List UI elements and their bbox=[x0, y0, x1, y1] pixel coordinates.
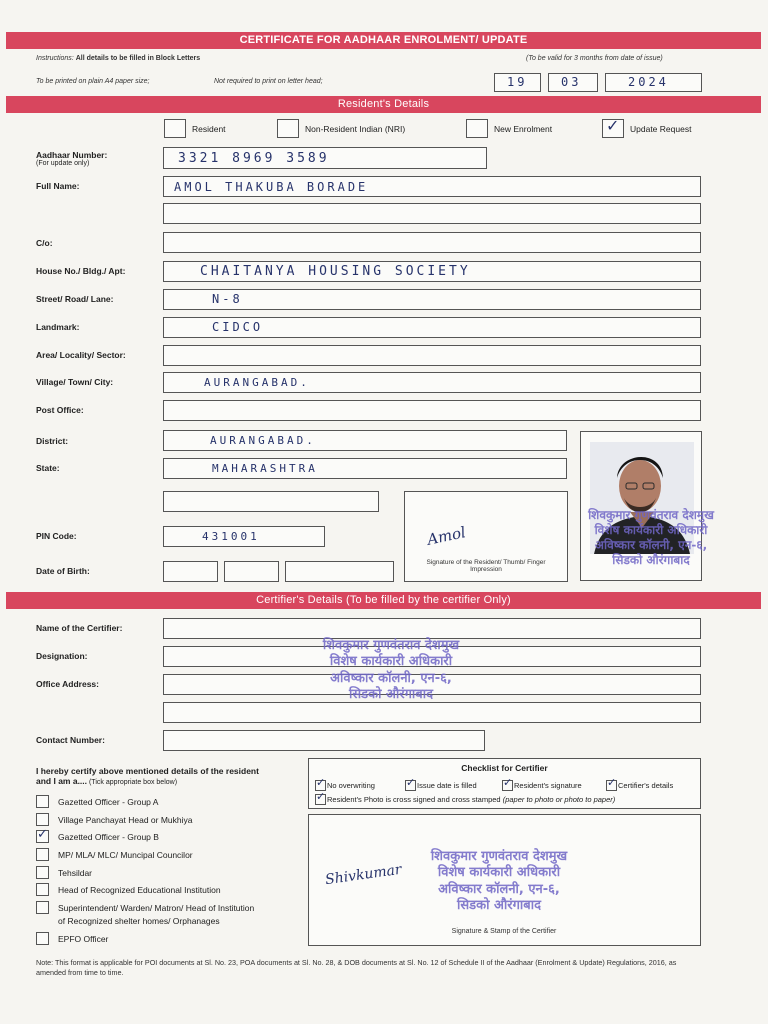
date-day-box[interactable] bbox=[494, 73, 541, 92]
state-input-2[interactable] bbox=[163, 491, 379, 512]
certifier-signature-box[interactable] bbox=[308, 814, 701, 946]
role-label-mp-mla: MP/ MLA/ MLC/ Muncipal Councilor bbox=[58, 850, 193, 860]
post-office-input[interactable] bbox=[163, 400, 701, 421]
dob-month-input[interactable] bbox=[224, 561, 279, 582]
certificate-title: CERTIFICATE FOR AADHAAR ENROLMENT/ UPDATE bbox=[6, 32, 761, 49]
validity-note: (To be valid for 3 months from date of issue) bbox=[526, 55, 663, 62]
role-label-gazetted-b: Gazetted Officer - Group B bbox=[58, 832, 159, 842]
pin-input[interactable] bbox=[163, 526, 325, 547]
area-input[interactable] bbox=[163, 345, 701, 366]
house-value: CHAITANYA HOUSING SOCIETY bbox=[200, 264, 471, 279]
role-label-tehsildar: Tehsildar bbox=[58, 868, 93, 878]
check-icon: ✓ bbox=[406, 777, 416, 789]
checklist-title: Checklist for Certifier bbox=[461, 763, 548, 773]
role-label-panchayat: Village Panchayat Head or Mukhiya bbox=[58, 815, 193, 825]
photo-stamp: शिवकुमार गुणवंतराव देशमुख विशेष कार्यकारी अधिकारी अविष्कार कॉलनी, एन-६, सिडको औरंगाबाद bbox=[588, 508, 714, 567]
new-enrolment-checkbox[interactable] bbox=[466, 119, 488, 138]
landmark-value: CIDCO bbox=[212, 320, 264, 334]
full-name-input-2[interactable] bbox=[163, 203, 701, 224]
certifier-section-title: Certifier's Details (To be filled by the certifier Only) bbox=[6, 592, 761, 609]
letter-head-note: Not required to print on letter head; bbox=[214, 78, 323, 85]
resident-section-title: Resident's Details bbox=[6, 96, 761, 113]
house-label: House No./ Bldg./ Apt: bbox=[36, 266, 126, 276]
role-label-gazetted-a: Gazetted Officer - Group A bbox=[58, 797, 159, 807]
new-enrolment-option-label: New Enrolment bbox=[494, 124, 553, 134]
date-year: 2024 bbox=[628, 75, 669, 89]
resident-signature: Amol bbox=[425, 523, 468, 549]
street-value: N-8 bbox=[212, 292, 243, 306]
check-icon: ✓ bbox=[607, 777, 617, 789]
house-input[interactable] bbox=[163, 261, 701, 282]
nri-checkbox[interactable] bbox=[277, 119, 299, 138]
dob-day-input[interactable] bbox=[163, 561, 218, 582]
landmark-input[interactable] bbox=[163, 317, 701, 338]
check-icon: ✓ bbox=[316, 791, 326, 803]
district-input[interactable] bbox=[163, 430, 567, 451]
checklist-cb-resident-sign[interactable] bbox=[502, 777, 513, 791]
post-office-label: Post Office: bbox=[36, 405, 84, 415]
area-label: Area/ Locality/ Sector: bbox=[36, 350, 126, 360]
check-icon: ✓ bbox=[503, 777, 513, 789]
role-checkbox-gazetted-b[interactable] bbox=[36, 826, 49, 843]
certifier-signature: Shivkumar bbox=[324, 861, 403, 889]
role-checkbox-panchayat[interactable] bbox=[36, 813, 49, 826]
co-input[interactable] bbox=[163, 232, 701, 253]
checklist-overwriting: No overwriting bbox=[327, 781, 375, 790]
resident-signature-box[interactable] bbox=[404, 491, 568, 582]
update-request-option-label: Update Request bbox=[630, 124, 692, 134]
state-value: MAHARASHTRA bbox=[212, 462, 318, 475]
village-input[interactable] bbox=[163, 372, 701, 393]
designation-label: Designation: bbox=[36, 651, 88, 661]
signature-caption: Signature of the Resident/ Thumb/ Finger Impression bbox=[426, 559, 546, 573]
role-checkbox-shelter-head[interactable] bbox=[36, 901, 49, 914]
certify-statement: I hereby certify above mentioned details of the resident and I am a.... (Tick appropriate box below) bbox=[36, 766, 259, 786]
nri-option-label: Non-Resident Indian (NRI) bbox=[305, 124, 406, 134]
checklist-cb-issue-date[interactable] bbox=[405, 777, 416, 791]
check-icon: ✓ bbox=[37, 826, 48, 841]
date-month: 03 bbox=[561, 75, 582, 89]
role-checkbox-education-head[interactable] bbox=[36, 883, 49, 896]
date-month-box[interactable] bbox=[548, 73, 598, 92]
role-label-shelter-head: Superintendent/ Warden/ Matron/ Head of Institution bbox=[58, 903, 255, 913]
footer-note: Note: This format is applicable for POI documents at Sl. No. 23, POA documents at Sl. No. 28, & DOB documents at Sl. No. 12 of Schedule II of the Aadhaar (Enrolment & Update) Regulations, 2016, as amended from time to time. bbox=[36, 958, 677, 978]
check-icon: ✓ bbox=[316, 777, 326, 789]
aadhaar-value: 3321 8969 3589 bbox=[178, 151, 330, 166]
village-label: Village/ Town/ City: bbox=[36, 377, 114, 387]
office-address-label: Office Address: bbox=[36, 679, 99, 689]
aadhaar-input[interactable] bbox=[163, 147, 487, 169]
certifier-name-input[interactable] bbox=[163, 618, 701, 639]
dob-year-input[interactable] bbox=[285, 561, 394, 582]
district-label: District: bbox=[36, 436, 69, 446]
instructions-line: Instructions: All details to be filled in Block Letters bbox=[36, 55, 201, 62]
role-label-epfo: EPFO Officer bbox=[58, 934, 109, 944]
full-name-value: AMOL THAKUBA BORADE bbox=[174, 180, 369, 194]
office-address-input-2[interactable] bbox=[163, 702, 701, 723]
village-value: AURANGABAD. bbox=[204, 376, 310, 389]
street-input[interactable] bbox=[163, 289, 701, 310]
contact-input[interactable] bbox=[163, 730, 485, 751]
role-checkbox-tehsildar[interactable] bbox=[36, 866, 49, 879]
role-checkbox-gazetted-a[interactable] bbox=[36, 795, 49, 808]
resident-checkbox[interactable] bbox=[164, 119, 186, 138]
co-label: C/o: bbox=[36, 238, 53, 248]
certifier-stamp-seal: शिवकुमार गुणवंतराव देशमुख विशेष कार्यकारी अधिकारी अविष्कार कॉलनी, एन-६, सिडको औरंगाबाद bbox=[430, 849, 568, 913]
landmark-label: Landmark: bbox=[36, 322, 80, 332]
resident-option-label: Resident bbox=[192, 124, 226, 134]
full-name-label: Full Name: bbox=[36, 181, 80, 191]
checklist-photo: Resident's Photo is cross signed and cross stamped (paper to photo or photo to paper) bbox=[327, 795, 616, 804]
certifier-sign-caption: Signature & Stamp of the Certifier bbox=[451, 928, 557, 935]
aadhaar-label: Aadhaar Number: (For update only) bbox=[36, 150, 108, 167]
checklist-certifier-details: Certifier's details bbox=[618, 781, 674, 790]
pin-label: PIN Code: bbox=[36, 531, 77, 541]
pin-value: 431001 bbox=[202, 530, 260, 543]
check-icon: ✓ bbox=[606, 118, 620, 135]
role-checkbox-mp-mla[interactable] bbox=[36, 848, 49, 861]
update-request-checkbox[interactable] bbox=[602, 119, 624, 138]
full-name-input[interactable] bbox=[163, 176, 701, 197]
checklist-resident-sign: Resident's signature bbox=[514, 781, 582, 790]
certifier-stamp: शिवकुमार गुणवंतराव देशमुख विशेष कार्यकारी अधिकारी अविष्कार कॉलनी, एन-६, सिडको औरंगाबाद bbox=[322, 638, 460, 702]
state-label: State: bbox=[36, 463, 60, 473]
contact-label: Contact Number: bbox=[36, 735, 105, 745]
date-year-box[interactable] bbox=[605, 73, 702, 92]
role-label-education-head: Head of Recognized Educational Institution bbox=[58, 885, 221, 895]
print-size-note: To be printed on plain A4 paper size; bbox=[36, 78, 150, 85]
dob-label: Date of Birth: bbox=[36, 566, 90, 576]
checklist-cb-photo[interactable] bbox=[315, 791, 326, 805]
state-input[interactable] bbox=[163, 458, 567, 479]
date-day: 19 bbox=[507, 75, 528, 89]
certifier-name-label: Name of the Certifier: bbox=[36, 623, 123, 633]
district-value: AURANGABAD. bbox=[210, 434, 316, 447]
checklist-issue-date: Issue date is filled bbox=[417, 781, 477, 790]
checklist-box bbox=[308, 758, 701, 809]
role-label-shelter-head-2: of Recognized shelter homes/ Orphanages bbox=[58, 916, 220, 926]
street-label: Street/ Road/ Lane: bbox=[36, 294, 114, 304]
role-checkbox-epfo[interactable] bbox=[36, 932, 49, 945]
checklist-cb-certifier-details[interactable] bbox=[606, 777, 617, 791]
